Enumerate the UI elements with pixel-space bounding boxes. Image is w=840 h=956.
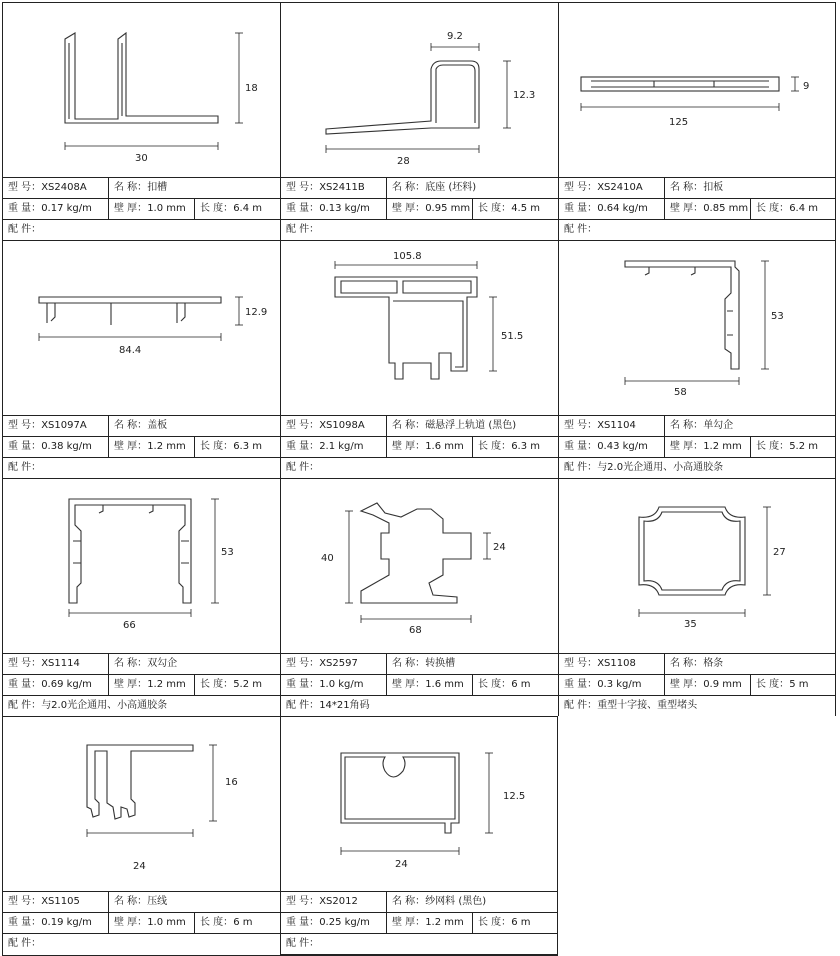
product-card <box>280 2 558 240</box>
weight-value: 0.13 kg/m <box>319 203 370 214</box>
product-card <box>558 2 836 240</box>
weight-value: 1.0 kg/m <box>319 679 364 690</box>
weight-value: 2.1 kg/m <box>319 441 364 452</box>
spec-row-weight: 重 量：0.69 kg/m 壁 厚：1.2 mm 长 度：5.2 m <box>3 674 280 695</box>
spec-row-weight: 重 量：2.1 kg/m 壁 厚：1.6 mm 长 度：6.3 m <box>281 436 558 457</box>
profile-xs1108-drawing <box>559 479 835 653</box>
dim-height: 27 <box>773 547 786 558</box>
length-value: 5.2 m <box>233 679 263 690</box>
dim-width: 58 <box>674 387 687 398</box>
profile-drawing <box>3 717 280 891</box>
product-card <box>558 478 836 716</box>
dim-width: 125 <box>669 117 689 128</box>
spec-row-fittings: 配 件： <box>281 933 557 954</box>
dim-width: 105.8 <box>393 251 422 262</box>
model-number: XS1098A <box>319 420 365 431</box>
spec-row-weight: 重 量：1.0 kg/m 壁 厚：1.6 mm 长 度：6 m <box>281 674 558 695</box>
dim-left-height: 40 <box>321 553 334 564</box>
dim-top-width: 9.2 <box>447 31 463 42</box>
product-card <box>280 478 558 716</box>
spec-row-fittings: 配 件： <box>3 933 280 954</box>
profile-drawing <box>3 479 280 653</box>
spec-row-model: 型 号：XS2410A 名 称：扣板 <box>559 177 835 198</box>
weight-value: 0.69 kg/m <box>41 679 92 690</box>
model-number: XS1114 <box>41 658 80 669</box>
weight-value: 0.64 kg/m <box>597 203 648 214</box>
table-bottom-border <box>281 954 557 955</box>
spec-row-model: 型 号：XS1097A 名 称：盖板 <box>3 415 280 436</box>
spec-row-weight: 重 量：0.19 kg/m 壁 厚：1.0 mm 长 度：6 m <box>3 912 280 933</box>
profile-xs2408a-drawing <box>3 3 280 177</box>
dim-height: 12.5 <box>503 791 526 802</box>
thickness-value: 1.2 mm <box>147 679 186 690</box>
dim-width: 30 <box>135 153 148 164</box>
profile-xs2597-drawing <box>281 479 558 653</box>
spec-row-weight: 重 量：0.43 kg/m 壁 厚：1.2 mm 长 度：5.2 m <box>559 436 835 457</box>
dim-height: 18 <box>245 83 258 94</box>
spec-row-weight: 重 量：0.13 kg/m 壁 厚：0.95 mm 长 度：4.5 m <box>281 198 558 219</box>
spec-row-model: 型 号：XS1098A 名 称：磁悬浮上轨道 (黑色) <box>281 415 558 436</box>
model-number: XS2408A <box>41 182 87 193</box>
weight-value: 0.25 kg/m <box>319 917 370 928</box>
product-card <box>280 240 558 478</box>
profile-drawing <box>559 241 835 415</box>
thickness-value: 1.2 mm <box>703 441 742 452</box>
spec-row-model: 型 号：XS1105 名 称：压线 <box>3 891 280 912</box>
profile-xs1098a-drawing <box>281 241 558 415</box>
thickness-value: 0.85 mm <box>703 203 749 214</box>
length-value: 6 m <box>511 679 531 690</box>
catalog-row-1 <box>2 2 836 240</box>
dim-width: 66 <box>123 620 136 631</box>
model-number: XS1108 <box>597 658 636 669</box>
length-value: 6.3 m <box>511 441 541 452</box>
length-value: 6.4 m <box>233 203 263 214</box>
spec-row-model: 型 号：XS1104 名 称：单勾企 <box>559 415 835 436</box>
product-card <box>2 478 280 716</box>
dim-width: 35 <box>684 619 697 630</box>
dim-width: 24 <box>133 861 146 872</box>
length-value: 5 m <box>789 679 809 690</box>
weight-value: 0.43 kg/m <box>597 441 648 452</box>
spec-row-model: 型 号：XS2408A 名 称：扣槽 <box>3 177 280 198</box>
spec-row-fittings: 配 件： <box>3 219 280 240</box>
product-card <box>2 240 280 478</box>
spec-row-model: 型 号：XS2012 名 称：纱网料 (黑色) <box>281 891 557 912</box>
dim-width: 24 <box>395 859 408 870</box>
profile-drawing <box>3 3 280 177</box>
thickness-value: 1.0 mm <box>147 917 186 928</box>
dim-height: 9 <box>803 81 810 92</box>
profile-xs2411b-drawing <box>281 3 558 177</box>
dim-height: 12.3 <box>513 90 536 101</box>
fittings-value: 与2.0光企通用、小高通胶条 <box>597 462 724 473</box>
spec-row-fittings: 配 件：14*21角码 <box>281 695 558 716</box>
length-value: 6.4 m <box>789 203 819 214</box>
fittings-value: 14*21角码 <box>319 700 370 711</box>
dim-width: 84.4 <box>119 345 142 356</box>
product-name: 转换槽 <box>425 658 456 669</box>
thickness-value: 1.6 mm <box>425 441 464 452</box>
product-card <box>2 716 280 955</box>
spec-row-weight: 重 量：0.3 kg/m 壁 厚：0.9 mm 长 度：5 m <box>559 674 835 695</box>
model-number: XS1097A <box>41 420 87 431</box>
fittings-value: 重型十字接、重型堵头 <box>597 700 698 711</box>
weight-value: 0.19 kg/m <box>41 917 92 928</box>
thickness-value: 1.2 mm <box>425 917 464 928</box>
thickness-value: 0.95 mm <box>425 203 471 214</box>
profile-drawing <box>559 3 835 177</box>
profile-drawing <box>281 479 558 653</box>
product-name: 压线 <box>147 896 168 907</box>
spec-row-model: 型 号：XS1114 名 称：双勾企 <box>3 653 280 674</box>
catalog-row-4 <box>2 716 836 955</box>
product-name: 双勾企 <box>147 658 178 669</box>
product-name: 底座 (坯料) <box>425 182 477 193</box>
length-value: 6.3 m <box>233 441 263 452</box>
profile-drawing <box>559 479 835 653</box>
dim-height: 16 <box>225 777 238 788</box>
profile-drawing <box>281 3 558 177</box>
weight-value: 0.38 kg/m <box>41 441 92 452</box>
spec-row-model: 型 号：XS1108 名 称：格条 <box>559 653 835 674</box>
weight-value: 0.17 kg/m <box>41 203 92 214</box>
length-value: 4.5 m <box>511 203 541 214</box>
profile-drawing <box>3 241 280 415</box>
profile-xs1114-drawing <box>3 479 280 653</box>
model-number: XS2411B <box>319 182 365 193</box>
product-name: 单勾企 <box>703 420 734 431</box>
dim-height: 12.9 <box>245 307 268 318</box>
length-value: 6 m <box>233 917 253 928</box>
weight-value: 0.3 kg/m <box>597 679 642 690</box>
catalog-row-2 <box>2 240 836 478</box>
spec-row-weight: 重 量：0.38 kg/m 壁 厚：1.2 mm 长 度：6.3 m <box>3 436 280 457</box>
profile-drawing <box>281 717 557 891</box>
dim-width: 28 <box>397 156 410 167</box>
length-value: 5.2 m <box>789 441 819 452</box>
spec-row-fittings: 配 件：重型十字接、重型堵头 <box>559 695 835 716</box>
product-catalog-sheet <box>2 2 836 956</box>
catalog-row-3 <box>2 478 836 716</box>
product-name: 盖板 <box>147 420 168 431</box>
profile-drawing <box>281 241 558 415</box>
dim-width: 68 <box>409 625 422 636</box>
product-card <box>2 2 280 240</box>
product-name: 纱网料 (黑色) <box>425 896 487 907</box>
spec-row-fittings: 配 件： <box>281 457 558 478</box>
product-name: 扣槽 <box>147 182 168 193</box>
dim-right-height: 24 <box>493 542 506 553</box>
thickness-value: 1.6 mm <box>425 679 464 690</box>
profile-xs1105-drawing <box>3 717 280 891</box>
fittings-value: 与2.0光企通用、小高通胶条 <box>41 700 168 711</box>
profile-xs2410a-drawing <box>559 3 835 177</box>
spec-row-weight: 重 量：0.64 kg/m 壁 厚：0.85 mm 长 度：6.4 m <box>559 198 835 219</box>
spec-row-fittings: 配 件：与2.0光企通用、小高通胶条 <box>559 457 835 478</box>
profile-xs1104-drawing <box>559 241 835 415</box>
model-number: XS1105 <box>41 896 80 907</box>
spec-row-fittings: 配 件： <box>3 457 280 478</box>
product-name: 扣板 <box>703 182 724 193</box>
thickness-value: 0.9 mm <box>703 679 742 690</box>
profile-xs1097a-drawing <box>3 241 280 415</box>
product-card <box>280 716 558 955</box>
spec-row-model: 型 号：XS2411B 名 称：底座 (坯料) <box>281 177 558 198</box>
thickness-value: 1.0 mm <box>147 203 186 214</box>
model-number: XS2597 <box>319 658 358 669</box>
dim-height: 53 <box>771 311 784 322</box>
length-value: 6 m <box>511 917 531 928</box>
spec-row-fittings: 配 件：与2.0光企通用、小高通胶条 <box>3 695 280 716</box>
product-name: 磁悬浮上轨道 (黑色) <box>425 420 517 431</box>
model-number: XS1104 <box>597 420 636 431</box>
spec-row-model: 型 号：XS2597 名 称：转换槽 <box>281 653 558 674</box>
profile-xs2012-drawing <box>281 717 557 891</box>
spec-row-fittings: 配 件： <box>559 219 835 240</box>
spec-row-weight: 重 量：0.25 kg/m 壁 厚：1.2 mm 长 度：6 m <box>281 912 557 933</box>
model-number: XS2012 <box>319 896 358 907</box>
product-card <box>558 240 836 478</box>
dim-height: 53 <box>221 547 234 558</box>
thickness-value: 1.2 mm <box>147 441 186 452</box>
product-name: 格条 <box>703 658 724 669</box>
spec-row-weight: 重 量：0.17 kg/m 壁 厚：1.0 mm 长 度：6.4 m <box>3 198 280 219</box>
spec-row-fittings: 配 件： <box>281 219 558 240</box>
model-number: XS2410A <box>597 182 643 193</box>
dim-height: 51.5 <box>501 331 524 342</box>
